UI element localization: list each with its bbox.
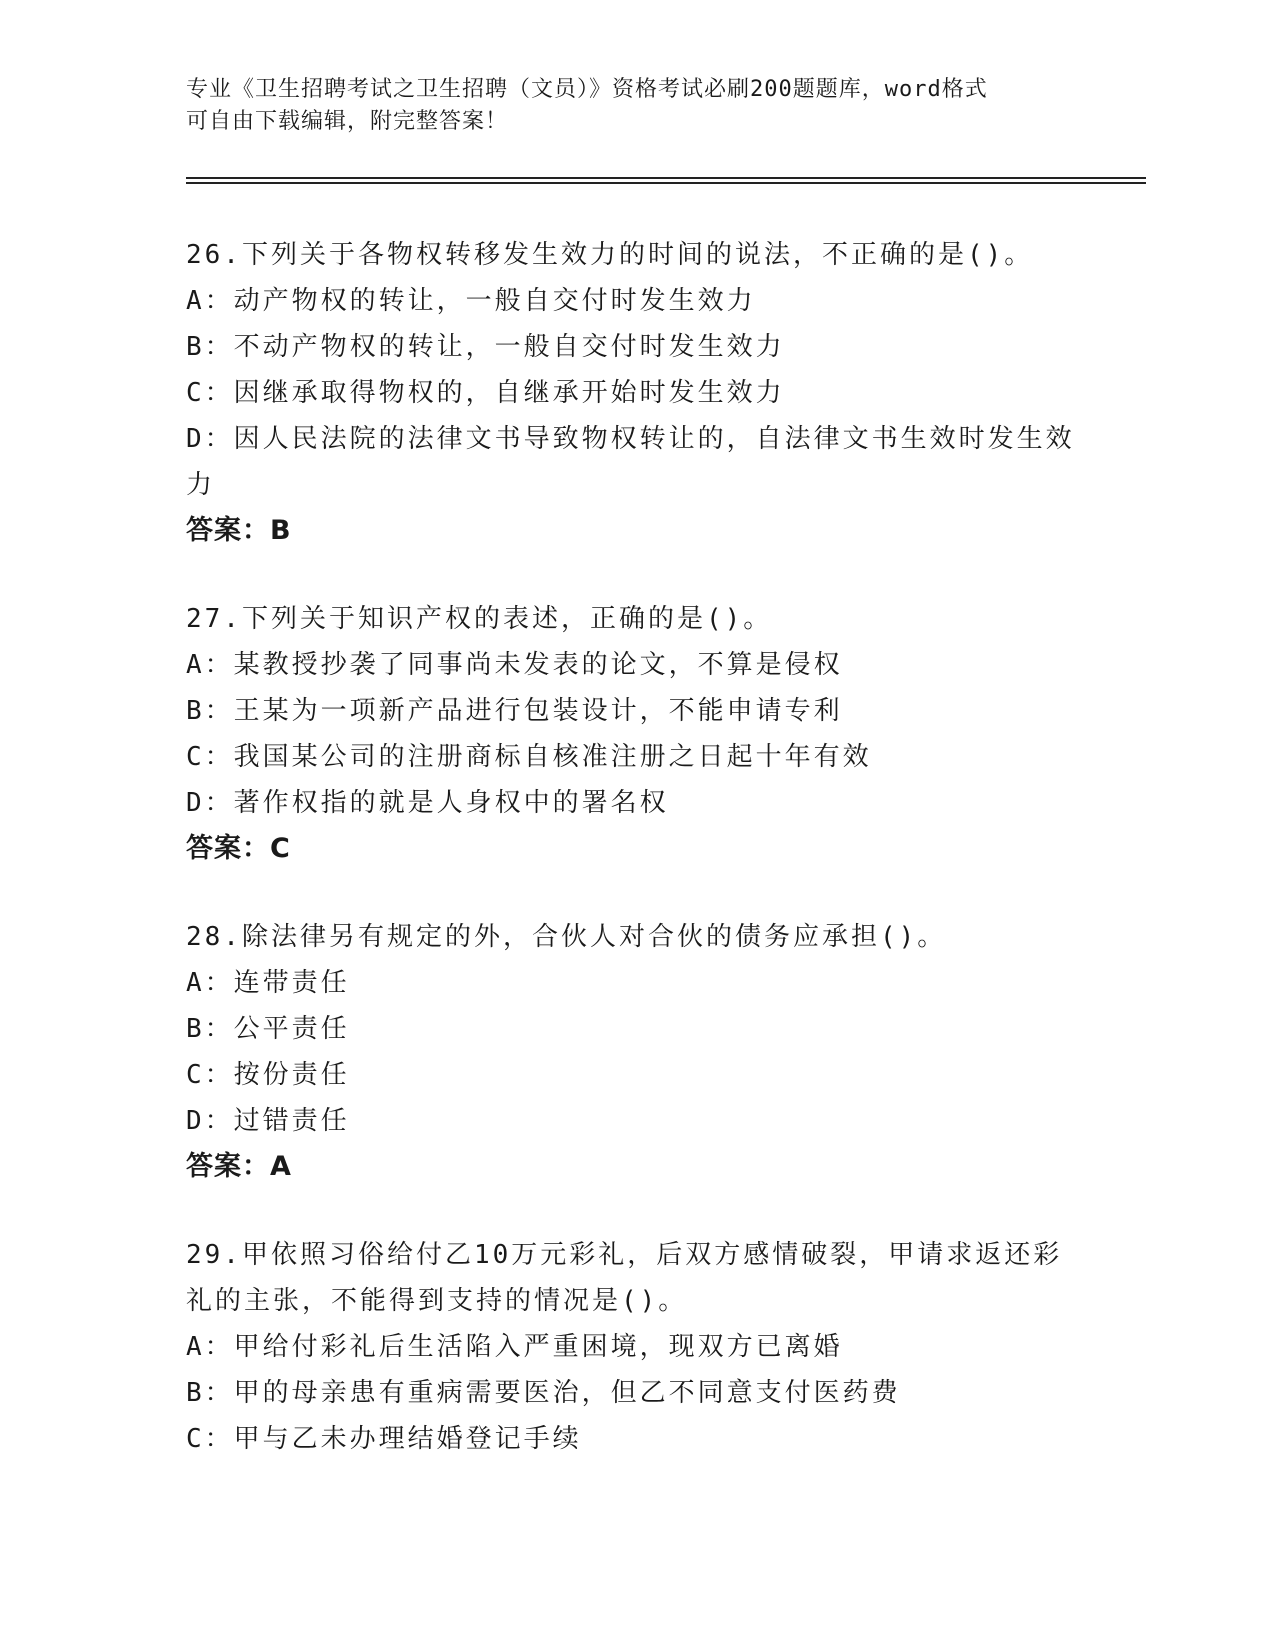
- option-b: B：公平责任: [186, 1014, 350, 1044]
- header-line-1: 专业《卫生招聘考试之卫生招聘（文员）》资格考试必刷200题题库，word格式: [186, 77, 988, 102]
- question-stem: 28.除法律另有规定的外，合伙人对合伙的债务应承担()。: [186, 922, 947, 952]
- question-29: [186, 1232, 1086, 1462]
- option-c: C：我国某公司的注册商标自核准注册之日起十年有效: [186, 742, 872, 772]
- question-stem: 27.下列关于知识产权的表述，正确的是()。: [186, 604, 773, 634]
- option-b: B：不动产物权的转让，一般自交付时发生效力: [186, 332, 785, 362]
- question-stem: 26.下列关于各物权转移发生效力的时间的说法，不正确的是()。: [186, 240, 1034, 270]
- option-c: C：按份责任: [186, 1060, 350, 1090]
- option-a: A：连带责任: [186, 968, 350, 998]
- question-list: [186, 232, 1086, 1504]
- header-line-2: 可自由下载编辑，附完整答案！: [186, 109, 509, 134]
- option-b: B：王某为一项新产品进行包装设计，不能申请专利: [186, 696, 843, 726]
- option-b: B：甲的母亲患有重病需要医治，但乙不同意支付医药费: [186, 1378, 901, 1408]
- option-d: D：因人民法院的法律文书导致物权转让的，自法律文书生效时发生效力: [186, 424, 1075, 500]
- option-a: A：动产物权的转让，一般自交付时发生效力: [186, 286, 756, 316]
- option-a: A：甲给付彩礼后生活陷入严重困境，现双方已离婚: [186, 1332, 843, 1362]
- option-c: C：因继承取得物权的，自继承开始时发生效力: [186, 378, 785, 408]
- answer-label: 答案：C: [186, 833, 291, 864]
- question-27: [186, 596, 1086, 872]
- question-26: [186, 232, 1086, 554]
- option-d: D：著作权指的就是人身权中的署名权: [186, 788, 669, 818]
- header-divider-top: [186, 177, 1146, 179]
- option-c: C：甲与乙未办理结婚登记手续: [186, 1424, 582, 1454]
- header-divider-bottom: [186, 182, 1146, 184]
- answer-label: 答案：B: [186, 515, 292, 546]
- option-a: A：某教授抄袭了同事尚未发表的论文，不算是侵权: [186, 650, 843, 680]
- option-d: D：过错责任: [186, 1106, 350, 1136]
- answer-label: 答案：A: [186, 1151, 292, 1182]
- document-header: [186, 74, 1066, 138]
- question-stem: 29.甲依照习俗给付乙10万元彩礼，后双方感情破裂，甲请求返还彩礼的主张，不能得到支持的情况是()。: [186, 1240, 1063, 1316]
- question-28: [186, 914, 1086, 1190]
